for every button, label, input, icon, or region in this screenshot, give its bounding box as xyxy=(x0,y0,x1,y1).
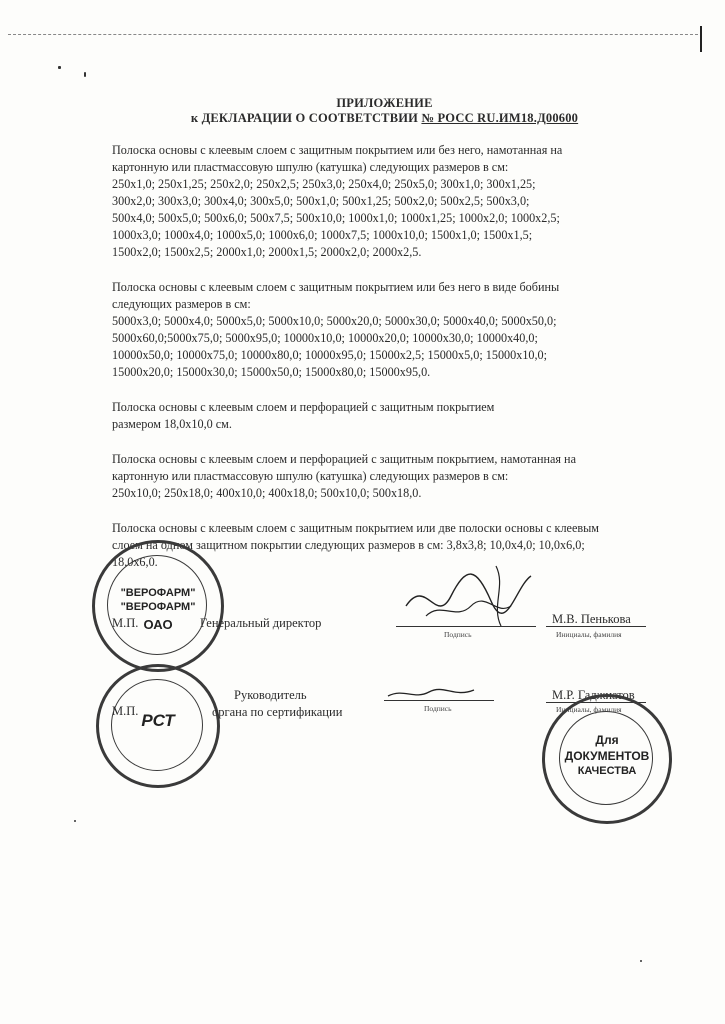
section-3-intro-2: размером 18,0x10,0 см. xyxy=(112,417,232,431)
size-line: 250x1,0; 250x1,25; 250x2,0; 250x2,5; 250x3,0; 250x4,0; 250x5,0; 300x1,0; 300x1,25; xyxy=(112,177,536,191)
head-mp: М.П. xyxy=(112,704,139,718)
director-caption-name: Инициалы, фамилия xyxy=(556,630,622,639)
director-signature xyxy=(396,556,536,636)
head-sign-line xyxy=(384,700,494,701)
size-line: 5000x3,0; 5000x4,0; 5000x5,0; 5000x10,0; 5000x20,0; 5000x30,0; 5000x40,0; 5000x50,0; xyxy=(112,314,557,328)
company-stamp-line-1: "ВЕРОФАРМ" xyxy=(120,587,196,599)
section-5-intro-1: Полоска основы с клеевым слоем с защитным покрытием или две полоски основы с клеевым xyxy=(112,521,600,535)
documents-stamp xyxy=(542,694,672,824)
size-line: 500x4,0; 500x5,0; 500x6,0; 500x7,5; 500x10,0; 1000x1,0; 1000x1,25; 1000x2,0; 1000x2,5; xyxy=(112,211,560,225)
head-role-1: Руководитель xyxy=(234,688,307,702)
size-line: 1500x2,0; 1500x2,5; 2000x1,0; 2000x1,5; 2000x2,0; 2000x2,5. xyxy=(112,245,422,259)
certification-stamp xyxy=(96,664,220,788)
size-line: 15000x20,0; 15000x30,0; 15000x50,0; 15000x80,0; 15000x95,0. xyxy=(112,365,431,379)
head-name: М.Р. Гаджиатов xyxy=(552,688,635,702)
section-4 xyxy=(112,451,657,502)
declaration-body xyxy=(112,96,657,571)
section-1-intro-2: картонную или пластмассовую шпулю (катушка) следующих размеров в см: xyxy=(112,160,509,174)
size-line: 250x10,0; 250x18,0; 400x10,0; 400x18,0; 500x10,0; 500x18,0. xyxy=(112,486,422,500)
section-5-intro-2: слоем на одном защитном покрытии следующих размеров в см: 3,8x3,8; 10,0x4,0; 10,0x6,0; xyxy=(112,538,585,552)
section-2-intro-2: следующих размеров в см: xyxy=(112,297,251,311)
documents-stamp-line-3: КАЧЕСТВА xyxy=(577,765,637,777)
director-role: Генеральный директор xyxy=(200,616,322,630)
company-stamp xyxy=(92,540,224,672)
section-5-intro-3: 18,0x6,0. xyxy=(112,555,158,569)
size-line: 10000x50,0; 10000x75,0; 10000x80,0; 10000x95,0; 15000x2,5; 15000x5,0; 15000x10,0; xyxy=(112,348,548,362)
section-4-intro-1: Полоска основы с клеевым слоем и перфорацией с защитным покрытием, намотанная на xyxy=(112,452,576,466)
section-1 xyxy=(112,142,657,261)
company-stamp-line-2: "ВЕРОФАРМ" xyxy=(120,601,196,613)
title-prefix: к ДЕКЛАРАЦИИ О СООТВЕТСТВИИ xyxy=(190,111,422,125)
document-title xyxy=(112,96,657,126)
scan-edge-line xyxy=(8,34,698,35)
section-4-intro-2: картонную или пластмассовую шпулю (катушка) следующих размеров в см: xyxy=(112,469,509,483)
director-mp: М.П. xyxy=(112,616,139,630)
section-1-intro-1: Полоска основы с клеевым слоем с защитным покрытием или без него, намотанная на xyxy=(112,143,563,157)
scan-speck xyxy=(640,960,642,962)
documents-stamp-line-1: Для xyxy=(595,733,619,747)
section-2-sizes xyxy=(112,313,657,381)
section-4-sizes xyxy=(112,485,657,502)
director-caption-sign: Подпись xyxy=(444,630,472,639)
scan-speck xyxy=(58,66,61,69)
head-role-2: органа по сертификации xyxy=(212,705,343,719)
size-line: 1000x3,0; 1000x4,0; 1000x5,0; 1000x6,0; 1000x7,5; 1000x10,0; 1500x1,0; 1500x1,5; xyxy=(112,228,533,242)
scan-edge-mark xyxy=(700,26,702,52)
section-2-intro-1: Полоска основы с клеевым слоем с защитным покрытием или без него в виде бобины xyxy=(112,280,560,294)
scan-speck xyxy=(84,72,86,77)
section-1-sizes xyxy=(112,176,657,261)
director-name-line xyxy=(546,626,646,627)
section-3 xyxy=(112,399,657,433)
director-name: М.В. Пенькова xyxy=(552,612,631,626)
certification-stamp-mark: РСТ xyxy=(141,711,175,730)
declaration-number: № РОСС RU.ИМ18.Д00600 xyxy=(421,111,579,125)
director-sign-line xyxy=(396,626,536,627)
documents-stamp-line-2: ДОКУМЕНТОВ xyxy=(564,749,650,763)
section-2 xyxy=(112,279,657,381)
size-line: 5000x60,0;5000x75,0; 5000x95,0; 10000x10,0; 10000x20,0; 10000x30,0; 10000x40,0; xyxy=(112,331,538,345)
size-line: 300x2,0; 300x3,0; 300x4,0; 300x5,0; 500x1,0; 500x1,25; 500x2,0; 500x2,5; 500x3,0; xyxy=(112,194,530,208)
scan-speck xyxy=(74,820,76,822)
title-line-1: ПРИЛОЖЕНИЕ xyxy=(336,96,433,110)
title-line-2 xyxy=(112,111,657,126)
company-stamp-line-3: ОАО xyxy=(143,617,173,632)
head-caption-name: Инициалы, фамилия xyxy=(556,705,622,714)
section-3-intro-1: Полоска основы с клеевым слоем и перфорацией с защитным покрытием xyxy=(112,400,495,414)
head-caption-sign: Подпись xyxy=(424,704,452,713)
